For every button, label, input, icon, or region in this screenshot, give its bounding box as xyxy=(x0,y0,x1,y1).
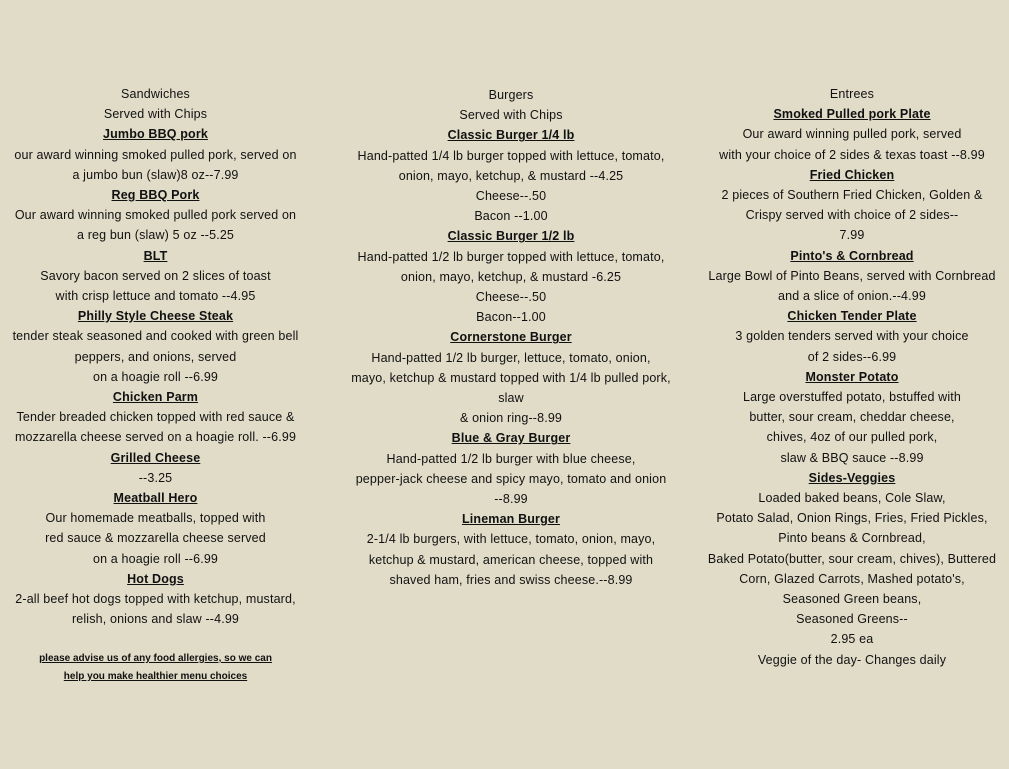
menu-item-description: Potato Salad, Onion Rings, Fries, Fried Pickles, xyxy=(716,511,988,526)
menu-item-description: Hand-patted 1/2 lb burger topped with lettuce, tomato, xyxy=(357,249,665,264)
menu-item-description: Cheese--.50 xyxy=(475,189,547,204)
entrees-column xyxy=(696,84,1008,670)
menu-item-name-smoked-pulled-pork-plate: Smoked Pulled pork Plate xyxy=(773,107,931,122)
menu-item-description: Hand-patted 1/4 lb burger topped with lettuce, tomato, xyxy=(357,148,665,163)
menu-item-description: relish, onions and slaw --4.99 xyxy=(71,612,240,627)
menu-item-description: a jumbo bun (slaw)8 oz--7.99 xyxy=(72,167,239,182)
menu-item-description: Hand-patted 1/2 lb burger, lettuce, tomato, onion, xyxy=(371,350,651,365)
allergy-note xyxy=(4,650,307,686)
menu-item-description: Large overstuffed potato, bstuffed with xyxy=(742,390,962,405)
menu-item-description: Seasoned Greens-- xyxy=(796,612,908,627)
menu-item-name-cornerstone-burger: Cornerstone Burger xyxy=(450,330,572,345)
menu-item-description: and a slice of onion.--4.99 xyxy=(778,289,926,304)
menu-item-description: our award winning smoked pulled pork, served on xyxy=(14,147,297,162)
menu-item-description: Large Bowl of Pinto Beans, served with Cornbread xyxy=(708,268,996,283)
menu-item-description: of 2 sides--6.99 xyxy=(807,349,897,364)
menu-item-name-grilled-cheese: Grilled Cheese xyxy=(110,450,201,465)
burgers-column xyxy=(344,85,678,590)
menu-item-description: Hand-patted 1/2 lb burger with blue cheese, xyxy=(386,451,636,466)
menu-item-description: Seasoned Green beans, xyxy=(782,592,922,607)
menu-item-name-blue-gray-burger: Blue & Gray Burger xyxy=(451,431,571,446)
menu-item-description: Loaded baked beans, Cole Slaw, xyxy=(758,491,946,506)
menu-item-description: 7.99 xyxy=(839,228,865,243)
menu-item-name-jumbo-bbq-pork: Jumbo BBQ pork xyxy=(103,127,208,142)
menu-item-description: a reg bun (slaw) 5 oz --5.25 xyxy=(76,228,235,243)
menu-item-description: pepper-jack cheese and spicy mayo, tomato and onion xyxy=(355,471,667,486)
menu-item-name-pinto-s-cornbread: Pinto's & Cornbread xyxy=(790,248,914,263)
menu-item-description: Baked Potato(butter, sour cream, chives), Buttered xyxy=(707,551,997,566)
menu-item-description: Crispy served with choice of 2 sides-- xyxy=(745,208,959,223)
menu-item-description: --8.99 xyxy=(494,492,528,507)
allergy-note-line: please advise us of any food allergies, so we can xyxy=(39,653,272,664)
menu-item-description: & onion ring--8.99 xyxy=(459,411,563,426)
menu-item-description: 2 pieces of Southern Fried Chicken, Golden & xyxy=(721,188,983,203)
section-title: Sandwiches xyxy=(121,87,190,101)
menu-item-name-chicken-parm: Chicken Parm xyxy=(112,390,199,405)
menu-item-description: Tender breaded chicken topped with red sauce & xyxy=(16,410,295,425)
menu-item-description: red sauce & mozzarella cheese served xyxy=(45,531,266,546)
menu-item-name-chicken-tender-plate: Chicken Tender Plate xyxy=(787,309,917,324)
menu-item-name-classic-burger-1-2-lb: Classic Burger 1/2 lb xyxy=(447,229,575,244)
menu-item-name-sides-veggies: Sides-Veggies xyxy=(808,470,896,485)
section-title: Entrees xyxy=(829,87,875,101)
menu-item-name-classic-burger-1-4-lb: Classic Burger 1/4 lb xyxy=(447,128,575,143)
menu-item-description: butter, sour cream, cheddar cheese, xyxy=(749,410,955,425)
menu-item-description: on a hoagie roll --6.99 xyxy=(92,551,219,566)
menu-item-description: onion, mayo, ketchup, & mustard -6.25 xyxy=(400,269,622,284)
menu-item-description: with your choice of 2 sides & texas toast --8.99 xyxy=(719,147,985,162)
menu-item-description: Cheese--.50 xyxy=(475,290,547,305)
menu-item-description: Bacon --1.00 xyxy=(474,209,548,224)
menu-item-description: Savory bacon served on 2 slices of toast xyxy=(40,268,271,283)
menu-item-description: ketchup & mustard, american cheese, topped with xyxy=(368,552,654,567)
menu-item-description: mayo, ketchup & mustard topped with 1/4 lb pulled pork, xyxy=(351,370,671,385)
allergy-note-line: help you make healthier menu choices xyxy=(63,671,248,682)
section-subtitle: Served with Chips xyxy=(459,108,563,123)
menu-item-description: Veggie of the day- Changes daily xyxy=(757,652,947,667)
menu-item-description: peppers, and onions, served xyxy=(74,349,237,364)
menu-item-description: 3 golden tenders served with your choice xyxy=(735,329,969,344)
menu-item-description: 2-all beef hot dogs topped with ketchup, mustard, xyxy=(15,592,296,607)
menu-item-description: Our award winning pulled pork, served xyxy=(742,127,962,142)
menu-item-name-blt: BLT xyxy=(143,248,168,263)
menu-item-description: slaw xyxy=(498,391,524,406)
menu-item-description: tender steak seasoned and cooked with green bell xyxy=(12,329,299,344)
menu-item-name-reg-bbq-pork: Reg BBQ Pork xyxy=(111,188,200,203)
menu-item-description: mozzarella cheese served on a hoagie roll. --6.99 xyxy=(14,430,297,445)
menu-item-name-meatball-hero: Meatball Hero xyxy=(113,491,198,506)
menu-item-description: chives, 4oz of our pulled pork, xyxy=(766,430,938,445)
menu-item-description: Pinto beans & Cornbread, xyxy=(778,531,926,546)
menu-item-description: slaw & BBQ sauce --8.99 xyxy=(780,450,924,465)
menu-item-description: Our homemade meatballs, topped with xyxy=(45,511,266,526)
sandwiches-column xyxy=(4,84,307,629)
menu-item-description: Bacon--1.00 xyxy=(476,310,546,325)
menu-item-name-philly-style-cheese-steak: Philly Style Cheese Steak xyxy=(77,309,234,324)
menu-item-description: 2.95 ea xyxy=(830,632,874,647)
menu-item-description: on a hoagie roll --6.99 xyxy=(92,369,219,384)
menu-item-description: with crisp lettuce and tomato --4.95 xyxy=(55,289,256,304)
section-title: Burgers xyxy=(488,88,534,102)
menu-item-description: 2-1/4 lb burgers, with lettuce, tomato, onion, mayo, xyxy=(366,532,656,547)
menu-item-description: --3.25 xyxy=(138,470,173,485)
menu-item-name-fried-chicken: Fried Chicken xyxy=(809,167,895,182)
menu-item-description: shaved ham, fries and swiss cheese.--8.99 xyxy=(389,572,633,587)
menu-item-description: Corn, Glazed Carrots, Mashed potato's, xyxy=(739,571,965,586)
menu-item-name-lineman-burger: Lineman Burger xyxy=(462,512,560,527)
menu-item-name-hot-dogs: Hot Dogs xyxy=(127,571,184,586)
menu-item-name-monster-potato: Monster Potato xyxy=(805,369,899,384)
section-subtitle: Served with Chips xyxy=(103,107,208,122)
menu-item-description: onion, mayo, ketchup, & mustard --4.25 xyxy=(398,168,624,183)
menu-item-description: Our award winning smoked pulled pork served on xyxy=(14,208,297,223)
